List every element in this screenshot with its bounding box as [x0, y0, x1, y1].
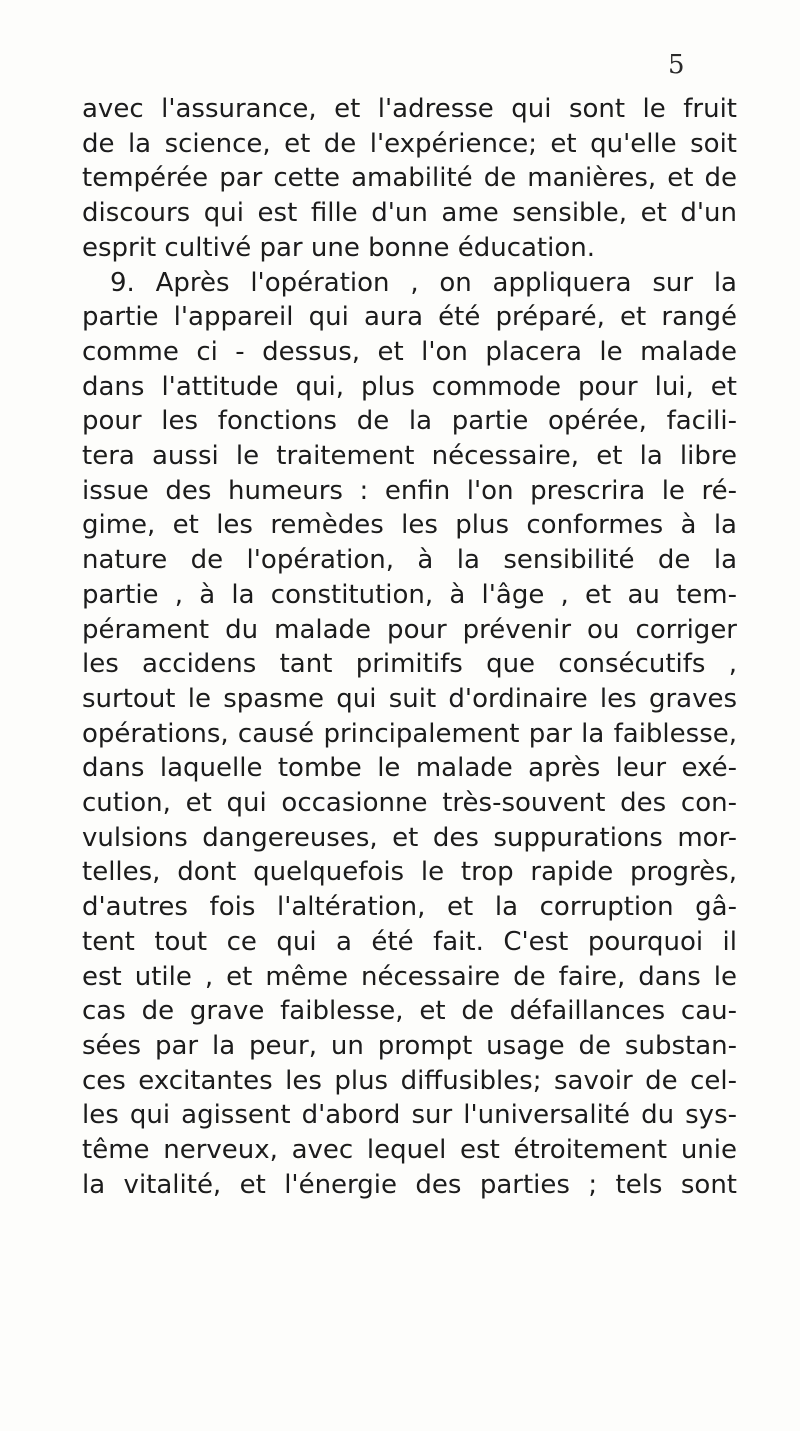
text-line: tera aussi le traitement nécessaire, et la libre	[82, 441, 737, 472]
text-line: pour les fonctions de la partie opérée, facili-	[82, 406, 737, 437]
text-line: gime, et les remèdes les plus conformes à la	[82, 510, 737, 541]
page-number: 5	[668, 50, 685, 80]
text-line: les accidens tant primitifs que consécutifs ,	[82, 649, 737, 680]
text-line: avec l'assurance, et l'adresse qui sont le fruit	[82, 94, 737, 124]
text-line-paragraph-start: 9. Après l'opération , on appliquera sur la	[110, 267, 737, 298]
text-line: la vitalité, et l'énergie des parties ; tels sont	[82, 1169, 737, 1200]
text-line: vulsions dangereuses, et des suppurations mor-	[82, 822, 737, 853]
text-line: issue des humeurs : enfin l'on prescrira le ré-	[82, 475, 737, 506]
text-line: est utile , et même nécessaire de faire, dans le	[82, 961, 737, 992]
text-line: dans l'attitude qui, plus commode pour lui, et	[82, 371, 737, 402]
text-line: tême nerveux, avec lequel est étroitement unie	[82, 1135, 737, 1166]
text-line: nature de l'opération, à la sensibilité de la	[82, 545, 737, 576]
text-line: pérament du malade pour prévenir ou corriger	[82, 614, 737, 645]
text-line-paragraph-end: esprit cultivé par une bonne éducation.	[82, 232, 595, 263]
text-line: de la science, et de l'expérience; et qu'elle soit	[82, 128, 737, 159]
text-line: partie l'appareil qui aura été préparé, et rangé	[82, 302, 737, 333]
body-text	[82, 92, 737, 1203]
text-line: cution, et qui occasionne très-souvent des con-	[82, 788, 737, 819]
text-line: comme ci - dessus, et l'on placera le malade	[82, 336, 737, 367]
text-line: sées par la peur, un prompt usage de substan-	[82, 1030, 737, 1061]
text-line: discours qui est fille d'un ame sensible, et d'un	[82, 198, 737, 229]
text-line: les qui agissent d'abord sur l'universalité du sys-	[82, 1100, 737, 1131]
text-line: tempérée par cette amabilité de manières, et de	[82, 163, 737, 194]
text-line: cas de grave faiblesse, et de défaillances cau-	[82, 996, 737, 1027]
text-line: d'autres fois l'altération, et la corruption gâ-	[82, 892, 737, 923]
text-line: tent tout ce qui a été fait. C'est pourquoi il	[82, 926, 737, 957]
text-line: telles, dont quelquefois le trop rapide progrès,	[82, 857, 737, 888]
text-line: surtout le spasme qui suit d'ordinaire les graves	[82, 683, 737, 714]
text-line: dans laquelle tombe le malade après leur exé-	[82, 753, 737, 784]
text-line: ces excitantes les plus diffusibles; savoir de cel-	[82, 1065, 737, 1096]
text-line: opérations, causé principalement par la faiblesse,	[82, 718, 737, 749]
text-line: partie , à la constitution, à l'âge , et au tem-	[82, 579, 737, 610]
